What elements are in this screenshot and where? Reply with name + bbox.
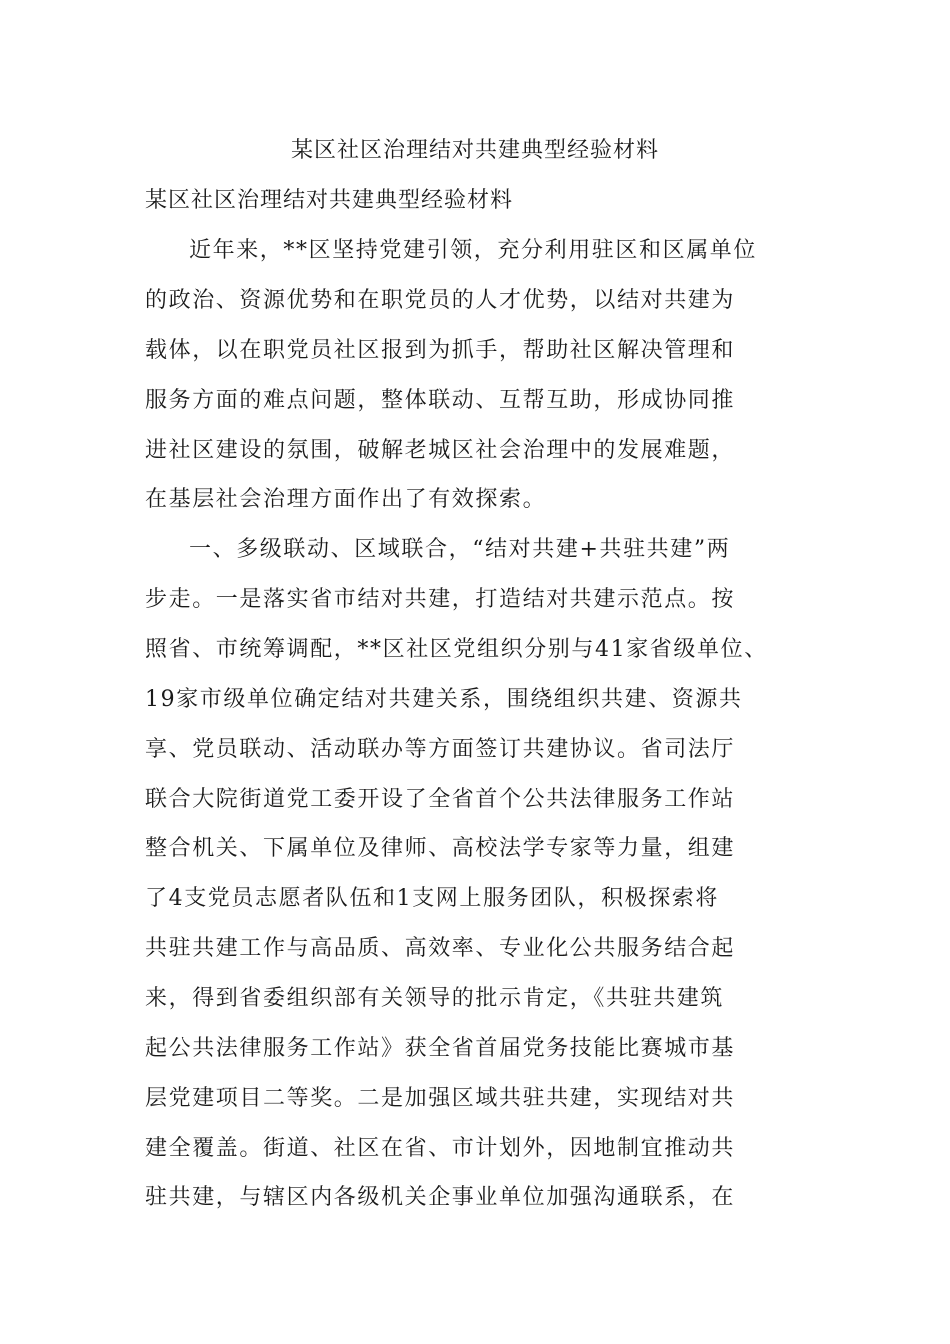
body-text-line: 照省、市统筹调配，**区社区党组织分别与41家省级单位、 <box>145 637 768 662</box>
body-text-line: 来，得到省委组织部有关领导的批示肯定，《共驻共建筑 <box>145 986 725 1011</box>
body-text-line: 享、党员联动、活动联办等方面签订共建协议。省司法厅 <box>145 737 736 762</box>
body-text-line: 的政治、资源优势和在职党员的人才优势，以结对共建为 <box>145 288 736 313</box>
body-text-line: 建全覆盖。街道、社区在省、市计划外，因地制宜推动共 <box>145 1136 736 1161</box>
body-text-line: 共驻共建工作与高品质、高效率、专业化公共服务结合起 <box>145 936 736 961</box>
body-text-line: 起公共法律服务工作站》获全省首届党务技能比赛城市基 <box>145 1036 736 1061</box>
body-text-line: 了4支党员志愿者队伍和1支网上服务团队，积极探索将 <box>145 886 719 911</box>
body-text-line: 层党建项目二等奖。二是加强区域共驻共建，实现结对共 <box>145 1086 736 1111</box>
body-text-line: 一、多级联动、区域联合，“结对共建+共驻共建”两 <box>189 537 731 562</box>
body-text-line: 步走。一是落实省市结对共建，打造结对共建示范点。按 <box>145 587 736 612</box>
body-text-line: 19家市级单位确定结对共建关系，围绕组织共建、资源共 <box>145 687 743 712</box>
body-text-line: 整合机关、下属单位及律师、高校法学专家等力量，组建 <box>145 836 736 861</box>
document-subtitle: 某区社区治理结对共建典型经验材料 <box>145 188 514 213</box>
body-text-line: 服务方面的难点问题，整体联动、互帮互助，形成协同推 <box>145 388 736 413</box>
body-text-line: 进社区建设的氛围，破解老城区社会治理中的发展难题， <box>145 438 736 463</box>
document-title: 某区社区治理结对共建典型经验材料 <box>290 138 659 163</box>
body-text-line: 在基层社会治理方面作出了有效探索。 <box>145 487 547 512</box>
body-text-line: 驻共建，与辖区内各级机关企事业单位加强沟通联系，在 <box>145 1185 736 1210</box>
body-text-line: 载体，以在职党员社区报到为抓手，帮助社区解决管理和 <box>145 338 736 363</box>
body-text-line: 联合大院街道党工委开设了全省首个公共法律服务工作站 <box>145 787 736 812</box>
body-text-line: 近年来，**区坚持党建引领，充分利用驻区和区属单位 <box>189 238 758 263</box>
